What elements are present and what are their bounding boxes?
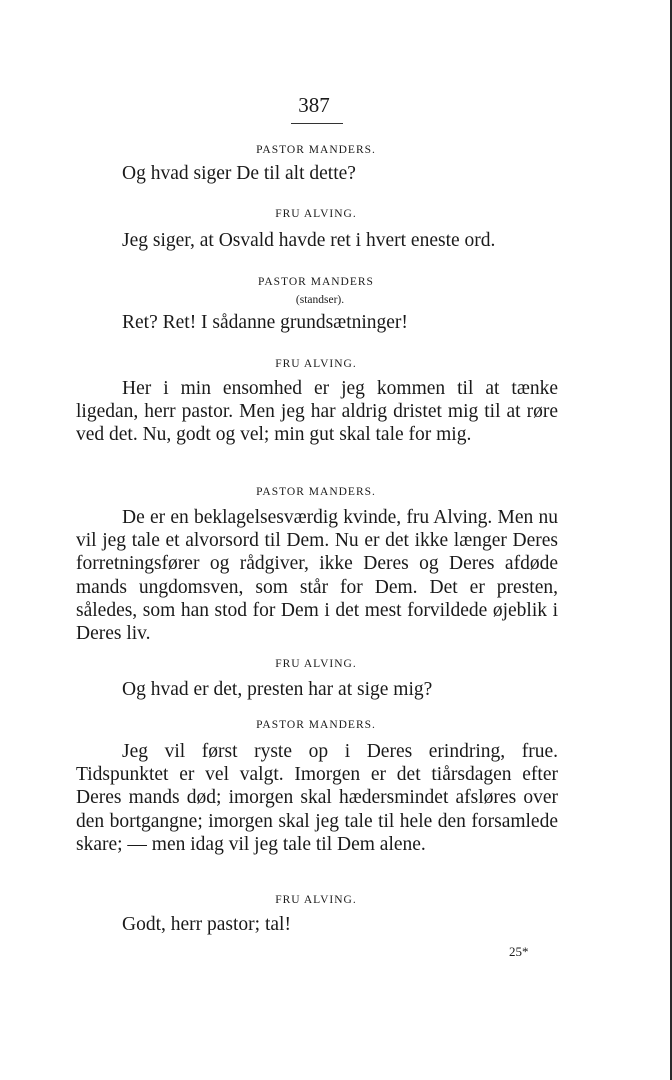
speech-text: Og hvad er det, presten har at sige mig? <box>122 679 433 700</box>
speaker-name: FRU ALVING. <box>275 658 357 670</box>
speech-text: Her i min ensomhed er jeg kommen til at tænke ligedan, herr pastor. Men jeg har aldrig dristet mig til at røre ved det. Nu, godt og vel; min gut skal tale for mig. <box>76 378 558 446</box>
speaker-name: PASTOR MANDERS. <box>256 719 376 731</box>
speaker-name: PASTOR MANDERS. <box>256 144 376 156</box>
page-number-rule <box>291 123 343 124</box>
dialogue-speech <box>76 913 558 936</box>
dialogue-speech <box>76 229 558 252</box>
speech-text: De er en beklagelsesværdig kvinde, fru Alving. Men nu vil jeg tale et alvorsord til Dem. Nu er det ikke længer Deres forretningsfører og rådgiver, ikke Deres og Deres afdøde mands ungdomsven, som står for Dem. Det er presten, således, som han stod for Dem i det mest forvildede øjeblik i Deres liv. <box>76 507 558 645</box>
dialogue-speech <box>76 740 558 856</box>
speech-text: Jeg siger, at Osvald havde ret i hvert eneste ord. <box>122 230 496 251</box>
dialogue-speech <box>76 678 558 701</box>
speaker-name: PASTOR MANDERS <box>258 276 374 288</box>
speech-text: Ret? Ret! I sådanne grundsætninger! <box>122 312 408 333</box>
speaker-name: FRU ALVING. <box>275 208 357 220</box>
dialogue-speech <box>76 162 558 185</box>
dialogue-speech <box>76 311 558 334</box>
speaker-name: FRU ALVING. <box>275 894 357 906</box>
page-number: 387 <box>298 93 330 117</box>
speech-text: Jeg vil først ryste op i Deres erindring, frue. Tidspunktet er vel valgt. Imorgen er det tiårsdagen efter Deres mands død; imorgen skal hædersmindet afsløres over den bortgangne; imorgen skal jeg tale til hele den forsamlede skare; — men idag vil jeg tale til Dem alene. <box>76 741 558 855</box>
speech-text: Og hvad siger De til alt dette? <box>122 163 356 184</box>
sheet-signature: 25* <box>509 944 529 959</box>
dialogue-speech <box>76 377 558 447</box>
speaker-name: FRU ALVING. <box>275 358 357 370</box>
dialogue-speech <box>76 506 558 645</box>
speech-text: Godt, herr pastor; tal! <box>122 914 291 935</box>
speaker-name: PASTOR MANDERS. <box>256 486 376 498</box>
stage-direction: (standser). <box>295 294 345 306</box>
